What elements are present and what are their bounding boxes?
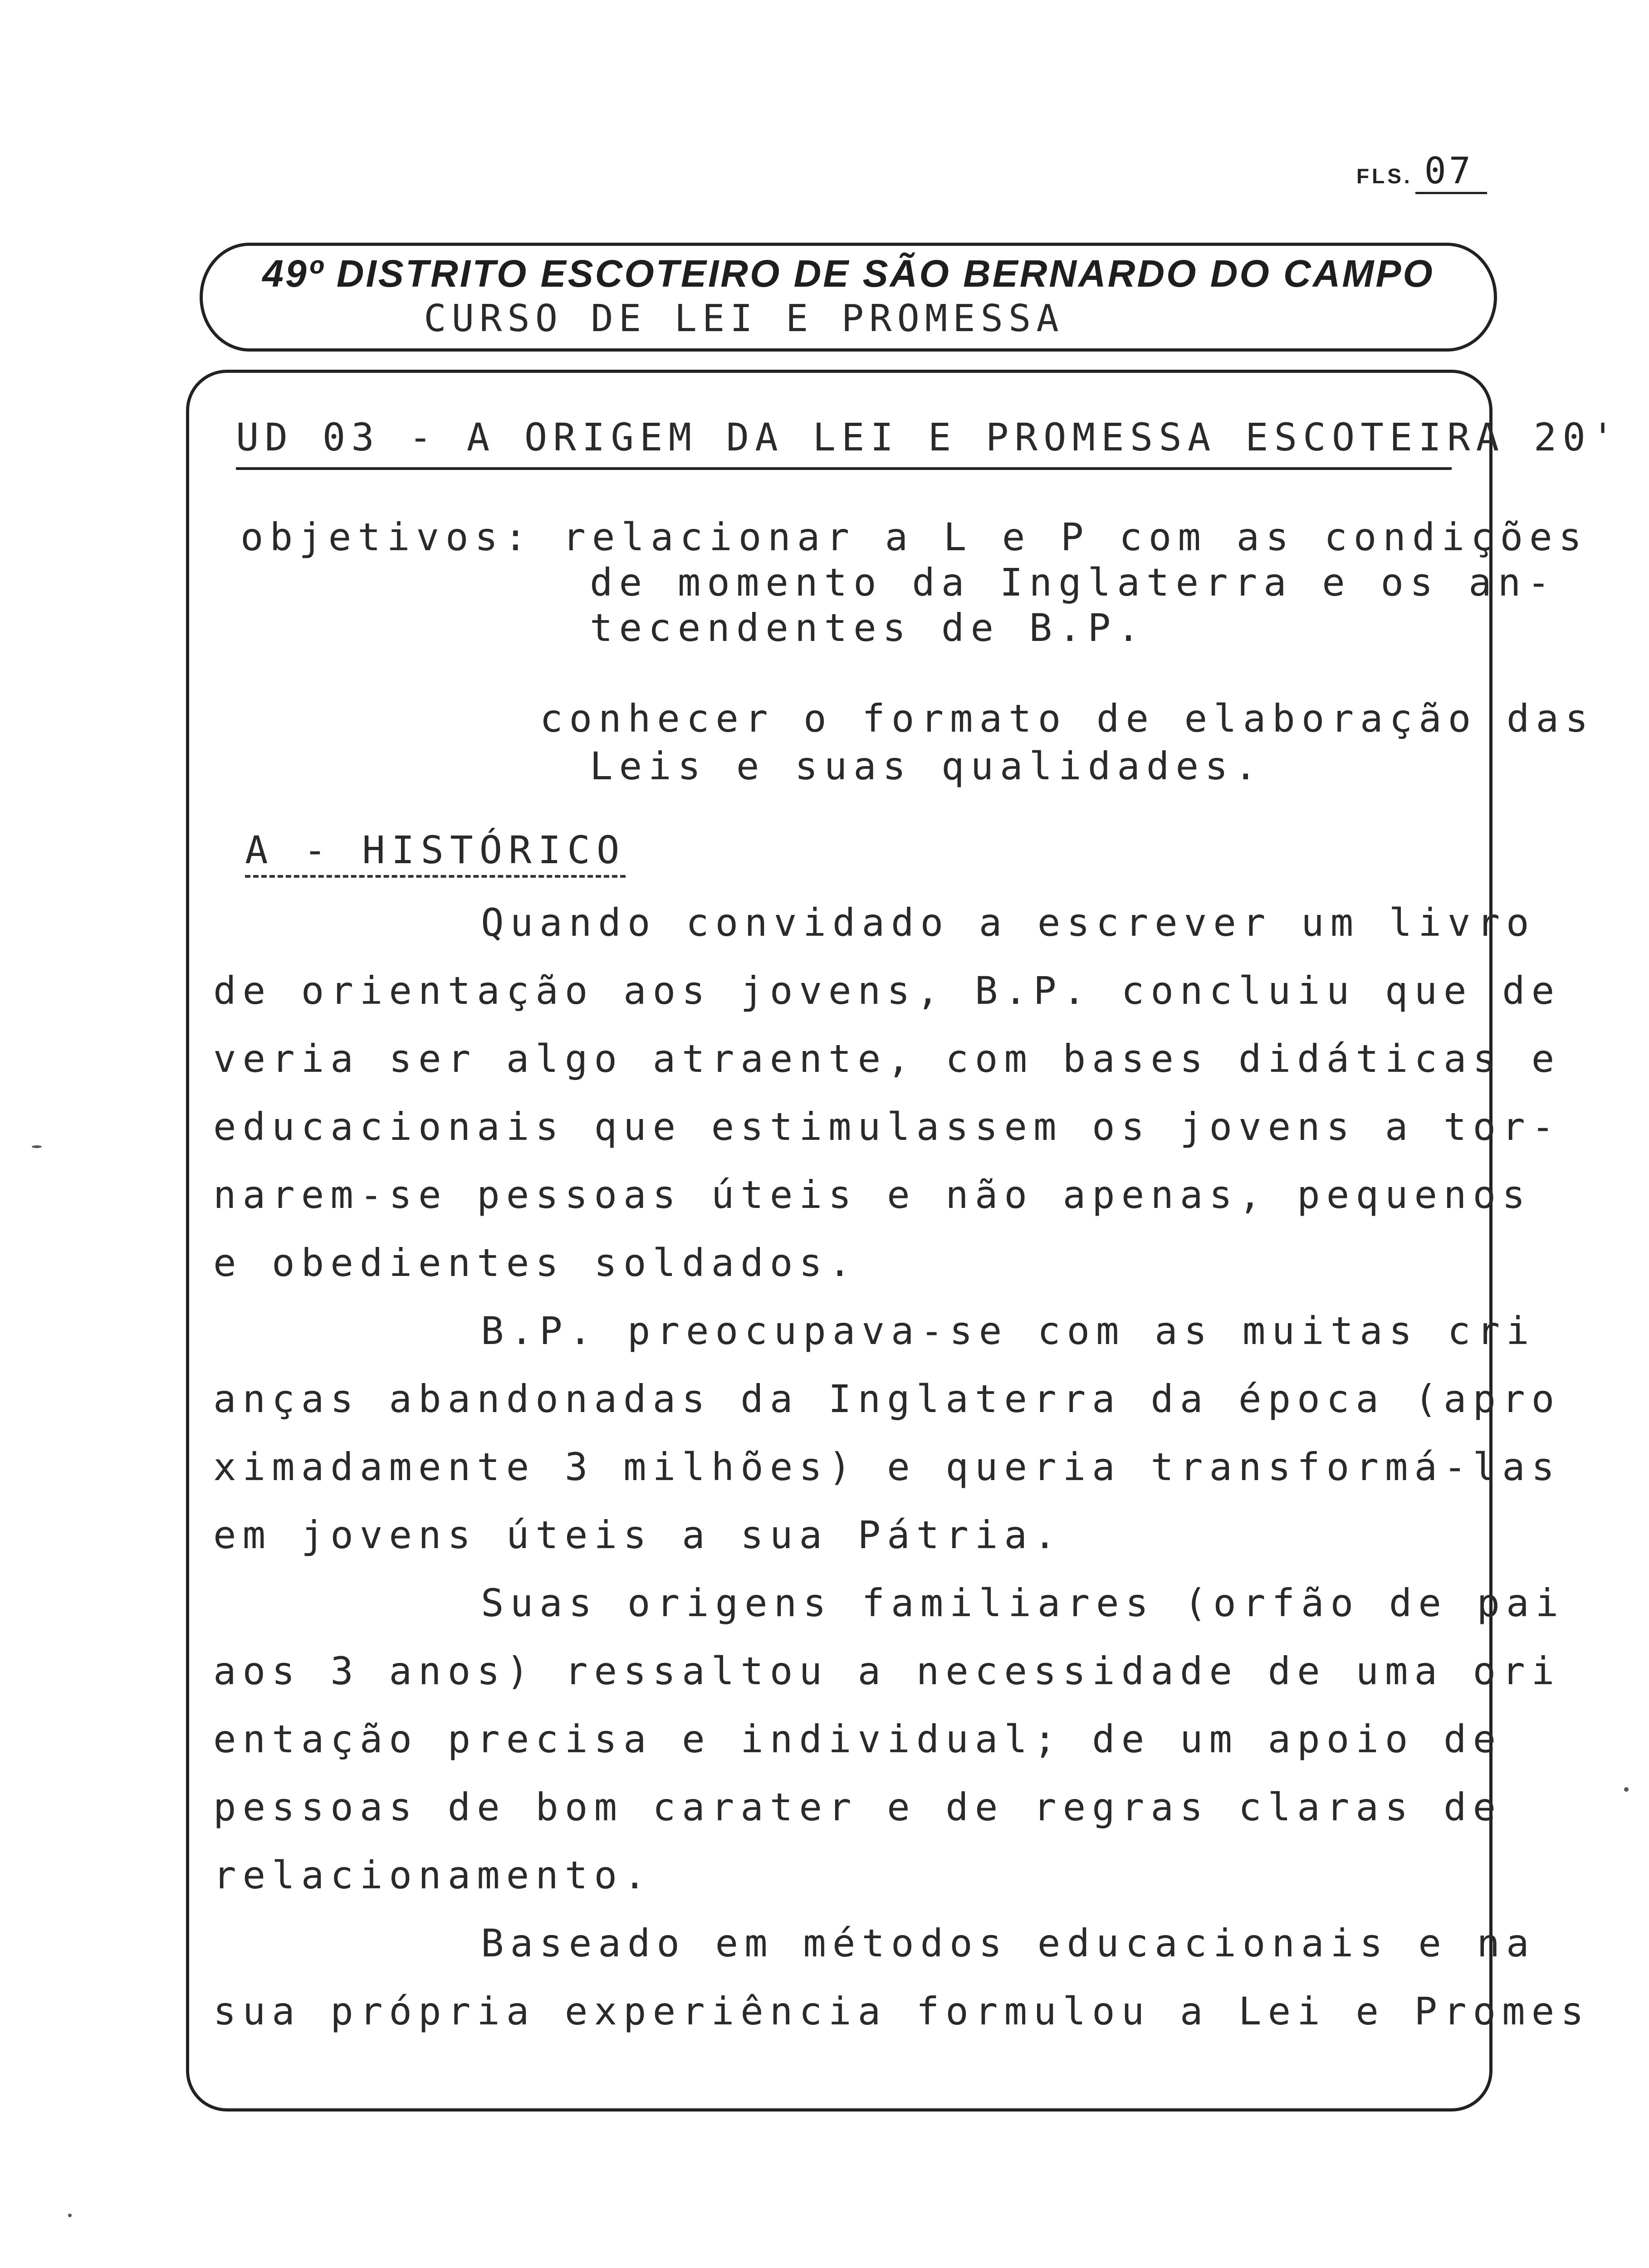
objectives-line: conhecer o formato de elaboração das	[540, 696, 1595, 741]
scan-speck	[68, 2214, 72, 2217]
body-line: B.P. preocupava-se com as muitas cri	[481, 1309, 1536, 1353]
body-line: educacionais que estimulassem os jovens a tor-	[213, 1105, 1561, 1149]
folio-number: 07	[1415, 150, 1487, 194]
body-line: ximadamente 3 milhões) e queria transformá-las	[213, 1445, 1561, 1489]
body-line: sua própria experiência formulou a Lei e Promes	[213, 1989, 1590, 2033]
body-line: e obedientes soldados.	[213, 1241, 858, 1285]
unit-heading: UD 03 - A ORIGEM DA LEI E PROMESSA ESCOTEIRA 20'	[236, 415, 1620, 459]
body-line: Suas origens familiares (orfão de pai	[481, 1581, 1565, 1625]
page-folio	[1356, 150, 1487, 194]
district-title: 49º DISTRITO ESCOTEIRO DE SÃO BERNARDO DO CAMPO	[262, 252, 1434, 295]
body-line: de orientação aos jovens, B.P. concluiu que de	[213, 968, 1561, 1013]
body-line: relacionamento.	[213, 1853, 653, 1897]
body-line: anças abandonadas da Inglaterra da época (apro	[213, 1377, 1561, 1421]
unit-heading-rule	[236, 467, 1452, 470]
body-line: aos 3 anos) ressaltou a necessidade de uma ori	[213, 1649, 1561, 1693]
course-subtitle: CURSO DE LEI E PROMESSA	[424, 297, 1064, 340]
body-line: pessoas de bom carater e de regras claras de	[213, 1785, 1502, 1829]
objectives-line: objetivos: relacionar a L e P com as condições	[240, 515, 1588, 559]
section-title: A - HISTÓRICO	[245, 828, 626, 878]
folio-label: FLS.	[1356, 164, 1413, 188]
body-line: Baseado em métodos educacionais e na	[481, 1921, 1536, 1965]
scan-speck	[32, 1145, 42, 1148]
body-line: entação precisa e individual; de um apoio de	[213, 1717, 1502, 1761]
body-line: narem-se pessoas úteis e não apenas, pequenos	[213, 1173, 1532, 1217]
body-line: veria ser algo atraente, com bases didáticas e	[213, 1036, 1561, 1081]
objectives-line: de momento da Inglaterra e os an-	[590, 560, 1556, 605]
body-line: Quando convidado a escrever um livro	[481, 900, 1536, 945]
scan-speck	[1624, 1787, 1629, 1792]
objectives-line: Leis e suas qualidades.	[590, 744, 1264, 788]
body-line: em jovens úteis a sua Pátria.	[213, 1513, 1063, 1557]
objectives-line: tecendentes de B.P.	[590, 606, 1146, 650]
